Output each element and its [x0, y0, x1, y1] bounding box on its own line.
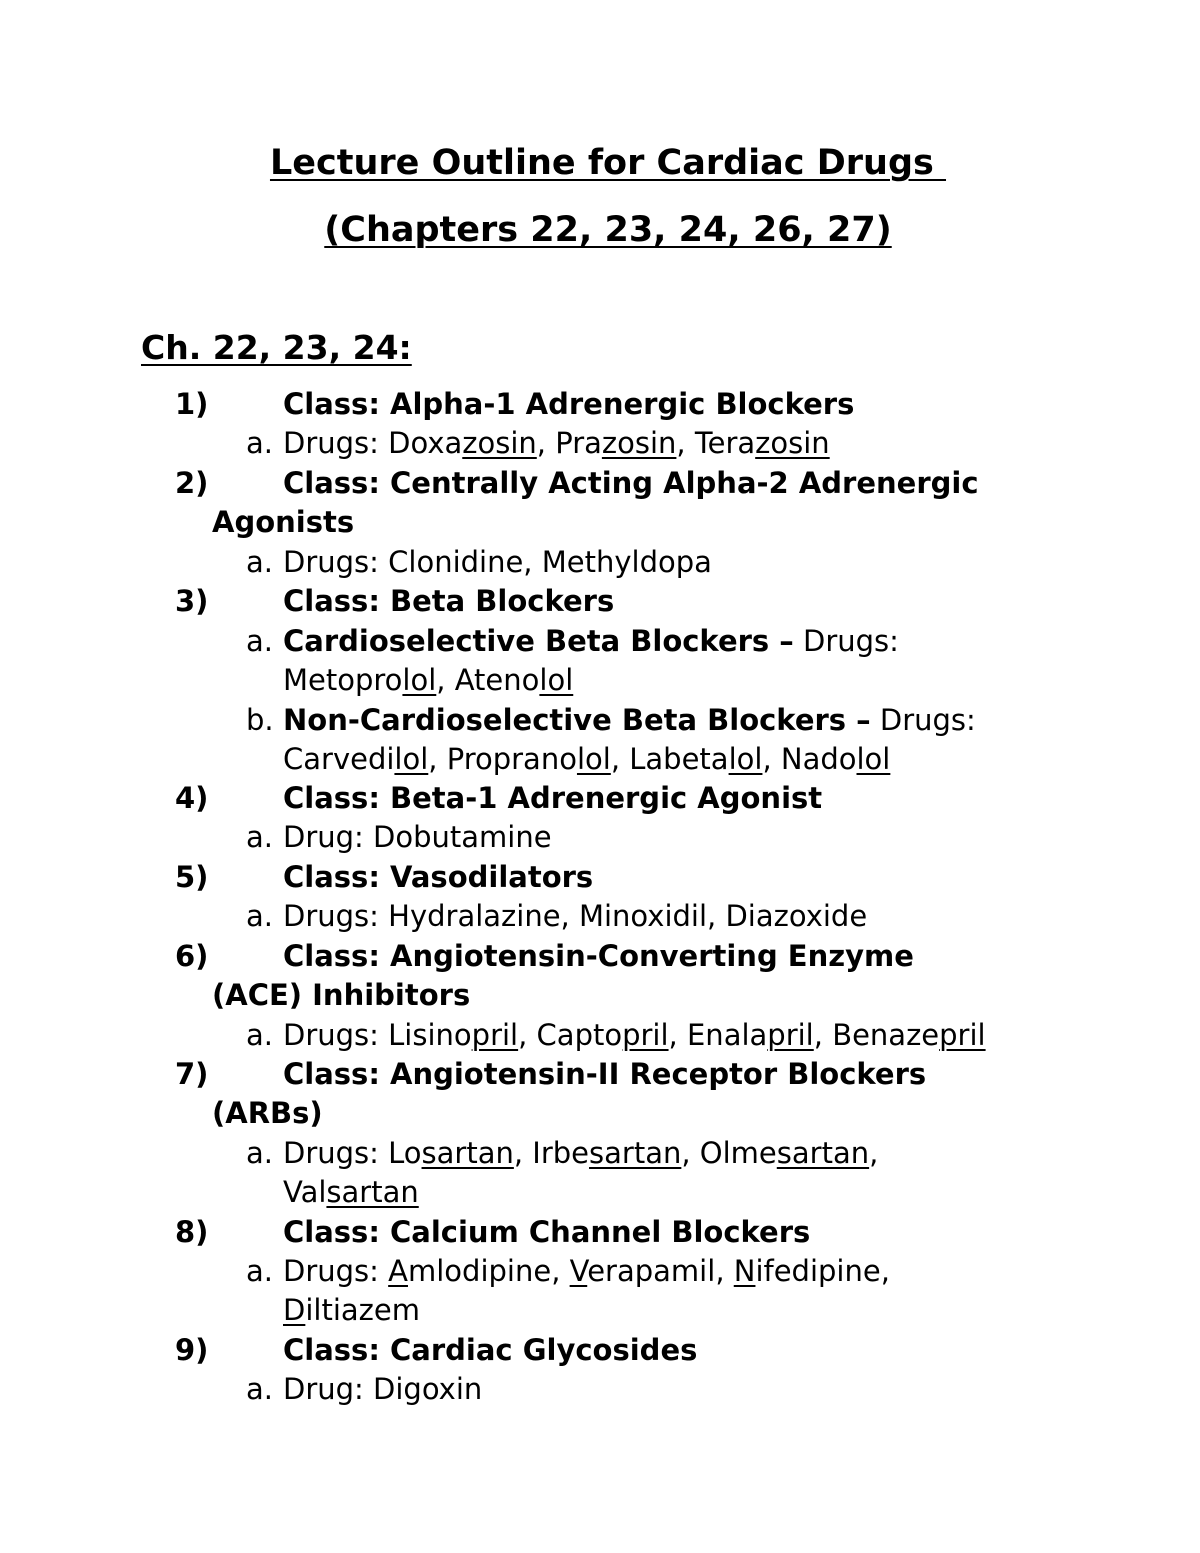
chapter-heading: Ch. 22, 23, 24:: [141, 328, 412, 367]
sub-letter: a.: [246, 624, 273, 658]
drug-suffix: pril: [767, 1018, 814, 1052]
sub-letter: a.: [246, 1254, 273, 1288]
drug-suffix: lol: [728, 742, 763, 776]
drug-suffix: sartan: [776, 1136, 870, 1170]
drug-suffix: pril: [471, 1018, 519, 1052]
drug-suffix: zosin: [601, 426, 677, 460]
drug-suffix: lol: [576, 742, 611, 776]
class-heading-continued: Agonists: [212, 505, 355, 539]
class-heading: Class: Angiotensin-II Receptor Blockers: [283, 1057, 927, 1091]
drug-list: Drugs: Lisinopril, Captopril, Enalapril, Benazepril: [283, 1018, 986, 1052]
item-number: 1): [175, 387, 209, 421]
class-heading: Class: Beta Blockers: [283, 584, 615, 618]
sub-letter: a.: [246, 820, 273, 854]
drug-list-continued: Valsartan: [283, 1175, 419, 1209]
class-heading: Class: Cardiac Glycosides: [283, 1333, 698, 1367]
drug-suffix: lol: [402, 663, 437, 697]
title-line-2: (Chapters 22, 23, 24, 26, 27): [324, 210, 892, 250]
drug-list: Drug: Digoxin: [283, 1372, 483, 1406]
drug-list: Drugs: Clonidine, Methyldopa: [283, 545, 712, 579]
class-heading: Class: Calcium Channel Blockers: [283, 1215, 811, 1249]
drug-list: Drugs: Doxazosin, Prazosin, Terazosin: [283, 426, 830, 460]
item-number: 5): [175, 860, 209, 894]
drug-initial: N: [733, 1254, 756, 1288]
sub-letter: a.: [246, 1136, 273, 1170]
class-heading-continued: (ARBs): [212, 1096, 323, 1130]
sub-letter: b.: [246, 703, 274, 737]
drug-suffix: pril: [939, 1018, 986, 1052]
drug-suffix: lol: [394, 742, 429, 776]
sub-letter: a.: [246, 899, 273, 933]
drug-suffix: lol: [856, 742, 891, 776]
item-number: 9): [175, 1333, 209, 1367]
subclass-title: Non-Cardioselective Beta Blockers –: [283, 703, 871, 737]
drug-suffix: zosin: [755, 426, 830, 460]
drug-list: Carvedilol, Propranolol, Labetalol, Nadolol: [283, 742, 891, 776]
drug-initial: A: [388, 1254, 408, 1288]
drug-initial: D: [283, 1293, 306, 1327]
class-heading: Class: Centrally Acting Alpha-2 Adrenergic: [283, 466, 979, 500]
drug-suffix: pril: [622, 1018, 669, 1052]
class-heading: Class: Vasodilators: [283, 860, 594, 894]
class-heading: Class: Angiotensin-Converting Enzyme: [283, 939, 914, 973]
title-line-1: Lecture Outline for Cardiac Drugs: [269, 143, 947, 183]
drug-list: Drugs: Hydralazine, Minoxidil, Diazoxide: [283, 899, 868, 933]
item-number: 6): [175, 939, 209, 973]
drug-list: Metoprolol, Atenolol: [283, 663, 574, 697]
subclass-title: Cardioselective Beta Blockers –: [283, 624, 794, 658]
drug-list: Drugs: Amlodipine, Verapamil, Nifedipine,: [283, 1254, 890, 1288]
class-heading: Class: Alpha-1 Adrenergic Blockers: [283, 387, 855, 421]
item-number: 4): [175, 781, 209, 815]
class-heading-continued: (ACE) Inhibitors: [212, 978, 471, 1012]
sub-letter: a.: [246, 426, 273, 460]
subclass-line: Cardioselective Beta Blockers – Drugs:: [283, 624, 899, 658]
sub-letter: a.: [246, 1018, 273, 1052]
sub-letter: a.: [246, 545, 273, 579]
drug-list: Drug: Dobutamine: [283, 820, 552, 854]
subclass-line: Non-Cardioselective Beta Blockers – Drugs:: [283, 703, 976, 737]
item-number: 7): [175, 1057, 209, 1091]
drug-list: Drugs: Losartan, Irbesartan, Olmesartan,: [283, 1136, 879, 1170]
sub-letter: a.: [246, 1372, 273, 1406]
item-number: 2): [175, 466, 209, 500]
drug-initial: V: [569, 1254, 588, 1288]
drug-suffix: sartan: [326, 1175, 419, 1209]
item-number: 3): [175, 584, 209, 618]
drug-suffix: sartan: [421, 1136, 514, 1170]
drug-list-continued: Diltiazem: [283, 1293, 420, 1327]
drug-suffix: sartan: [589, 1136, 682, 1170]
class-heading: Class: Beta-1 Adrenergic Agonist: [283, 781, 823, 815]
item-number: 8): [175, 1215, 209, 1249]
drug-suffix: lol: [539, 663, 574, 697]
drug-suffix: zosin: [462, 426, 537, 460]
